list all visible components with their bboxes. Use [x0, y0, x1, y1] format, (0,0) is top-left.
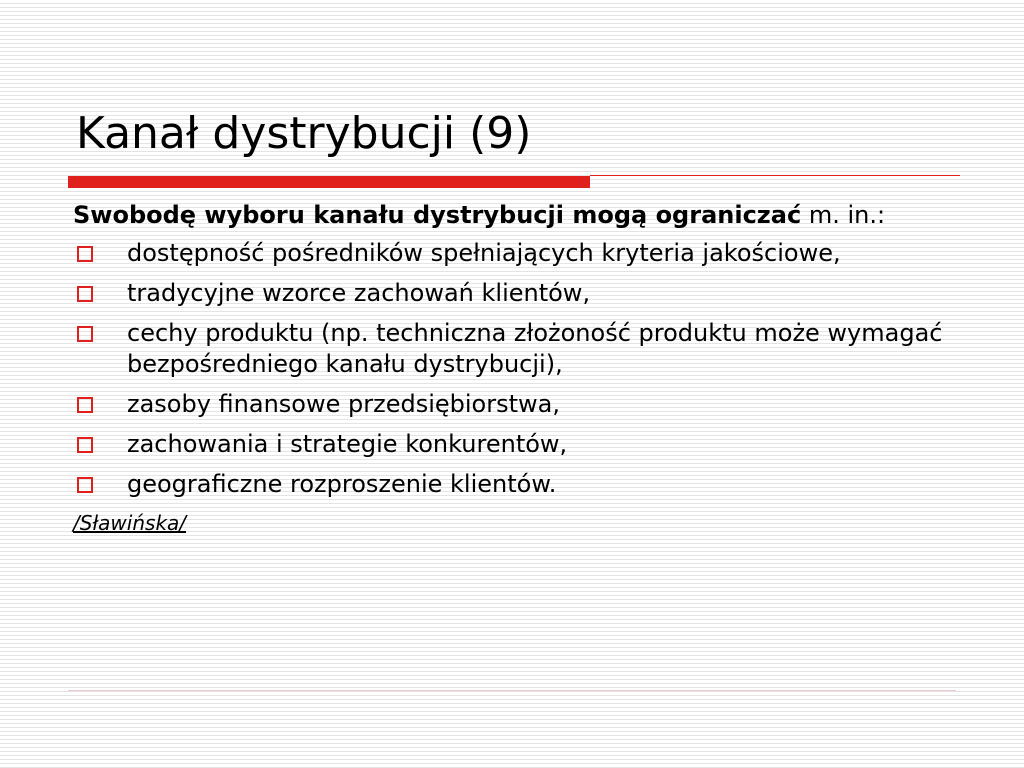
intro-bold-text: Swobodę wyboru kanału dystrybucji mogą ograniczać: [73, 201, 802, 229]
bullet-text: geograficzne rozproszenie klientów.: [127, 470, 557, 498]
footer-rule: [68, 690, 956, 691]
title-underline-thick: [68, 176, 590, 188]
bullet-list: [73, 238, 953, 500]
bullet-text: dostępność pośredników spełniających kryteria jakościowe,: [127, 239, 841, 267]
hollow-square-bullet-icon: [77, 477, 93, 493]
bullet-text: zachowania i strategie konkurentów,: [127, 430, 568, 458]
bullet-item: [73, 278, 953, 309]
hollow-square-bullet-icon: [77, 397, 93, 413]
title-underline-thin: [590, 175, 960, 176]
bullet-text: zasoby finansowe przedsiębiorstwa,: [127, 390, 560, 418]
slide-content: [73, 200, 953, 537]
hollow-square-bullet-icon: [77, 246, 93, 262]
bullet-item: [73, 318, 953, 380]
bullet-item: [73, 238, 953, 269]
bullet-item: [73, 389, 953, 420]
bullet-item: [73, 469, 953, 500]
bullet-item: [73, 429, 953, 460]
hollow-square-bullet-icon: [77, 326, 93, 342]
hollow-square-bullet-icon: [77, 286, 93, 302]
hollow-square-bullet-icon: [77, 437, 93, 453]
bullet-text: tradycyjne wzorce zachowań klientów,: [127, 279, 591, 307]
source-citation: /Sławińska/: [73, 511, 187, 535]
intro-paragraph: [73, 200, 953, 231]
intro-normal-text: m. in.:: [801, 201, 886, 229]
bullet-text: cechy produktu (np. techniczna złożoność produktu może wymagać bezpośredniego kanału dystrybucji),: [127, 319, 943, 378]
slide-title: Kanał dystrybucji (9): [76, 108, 532, 159]
